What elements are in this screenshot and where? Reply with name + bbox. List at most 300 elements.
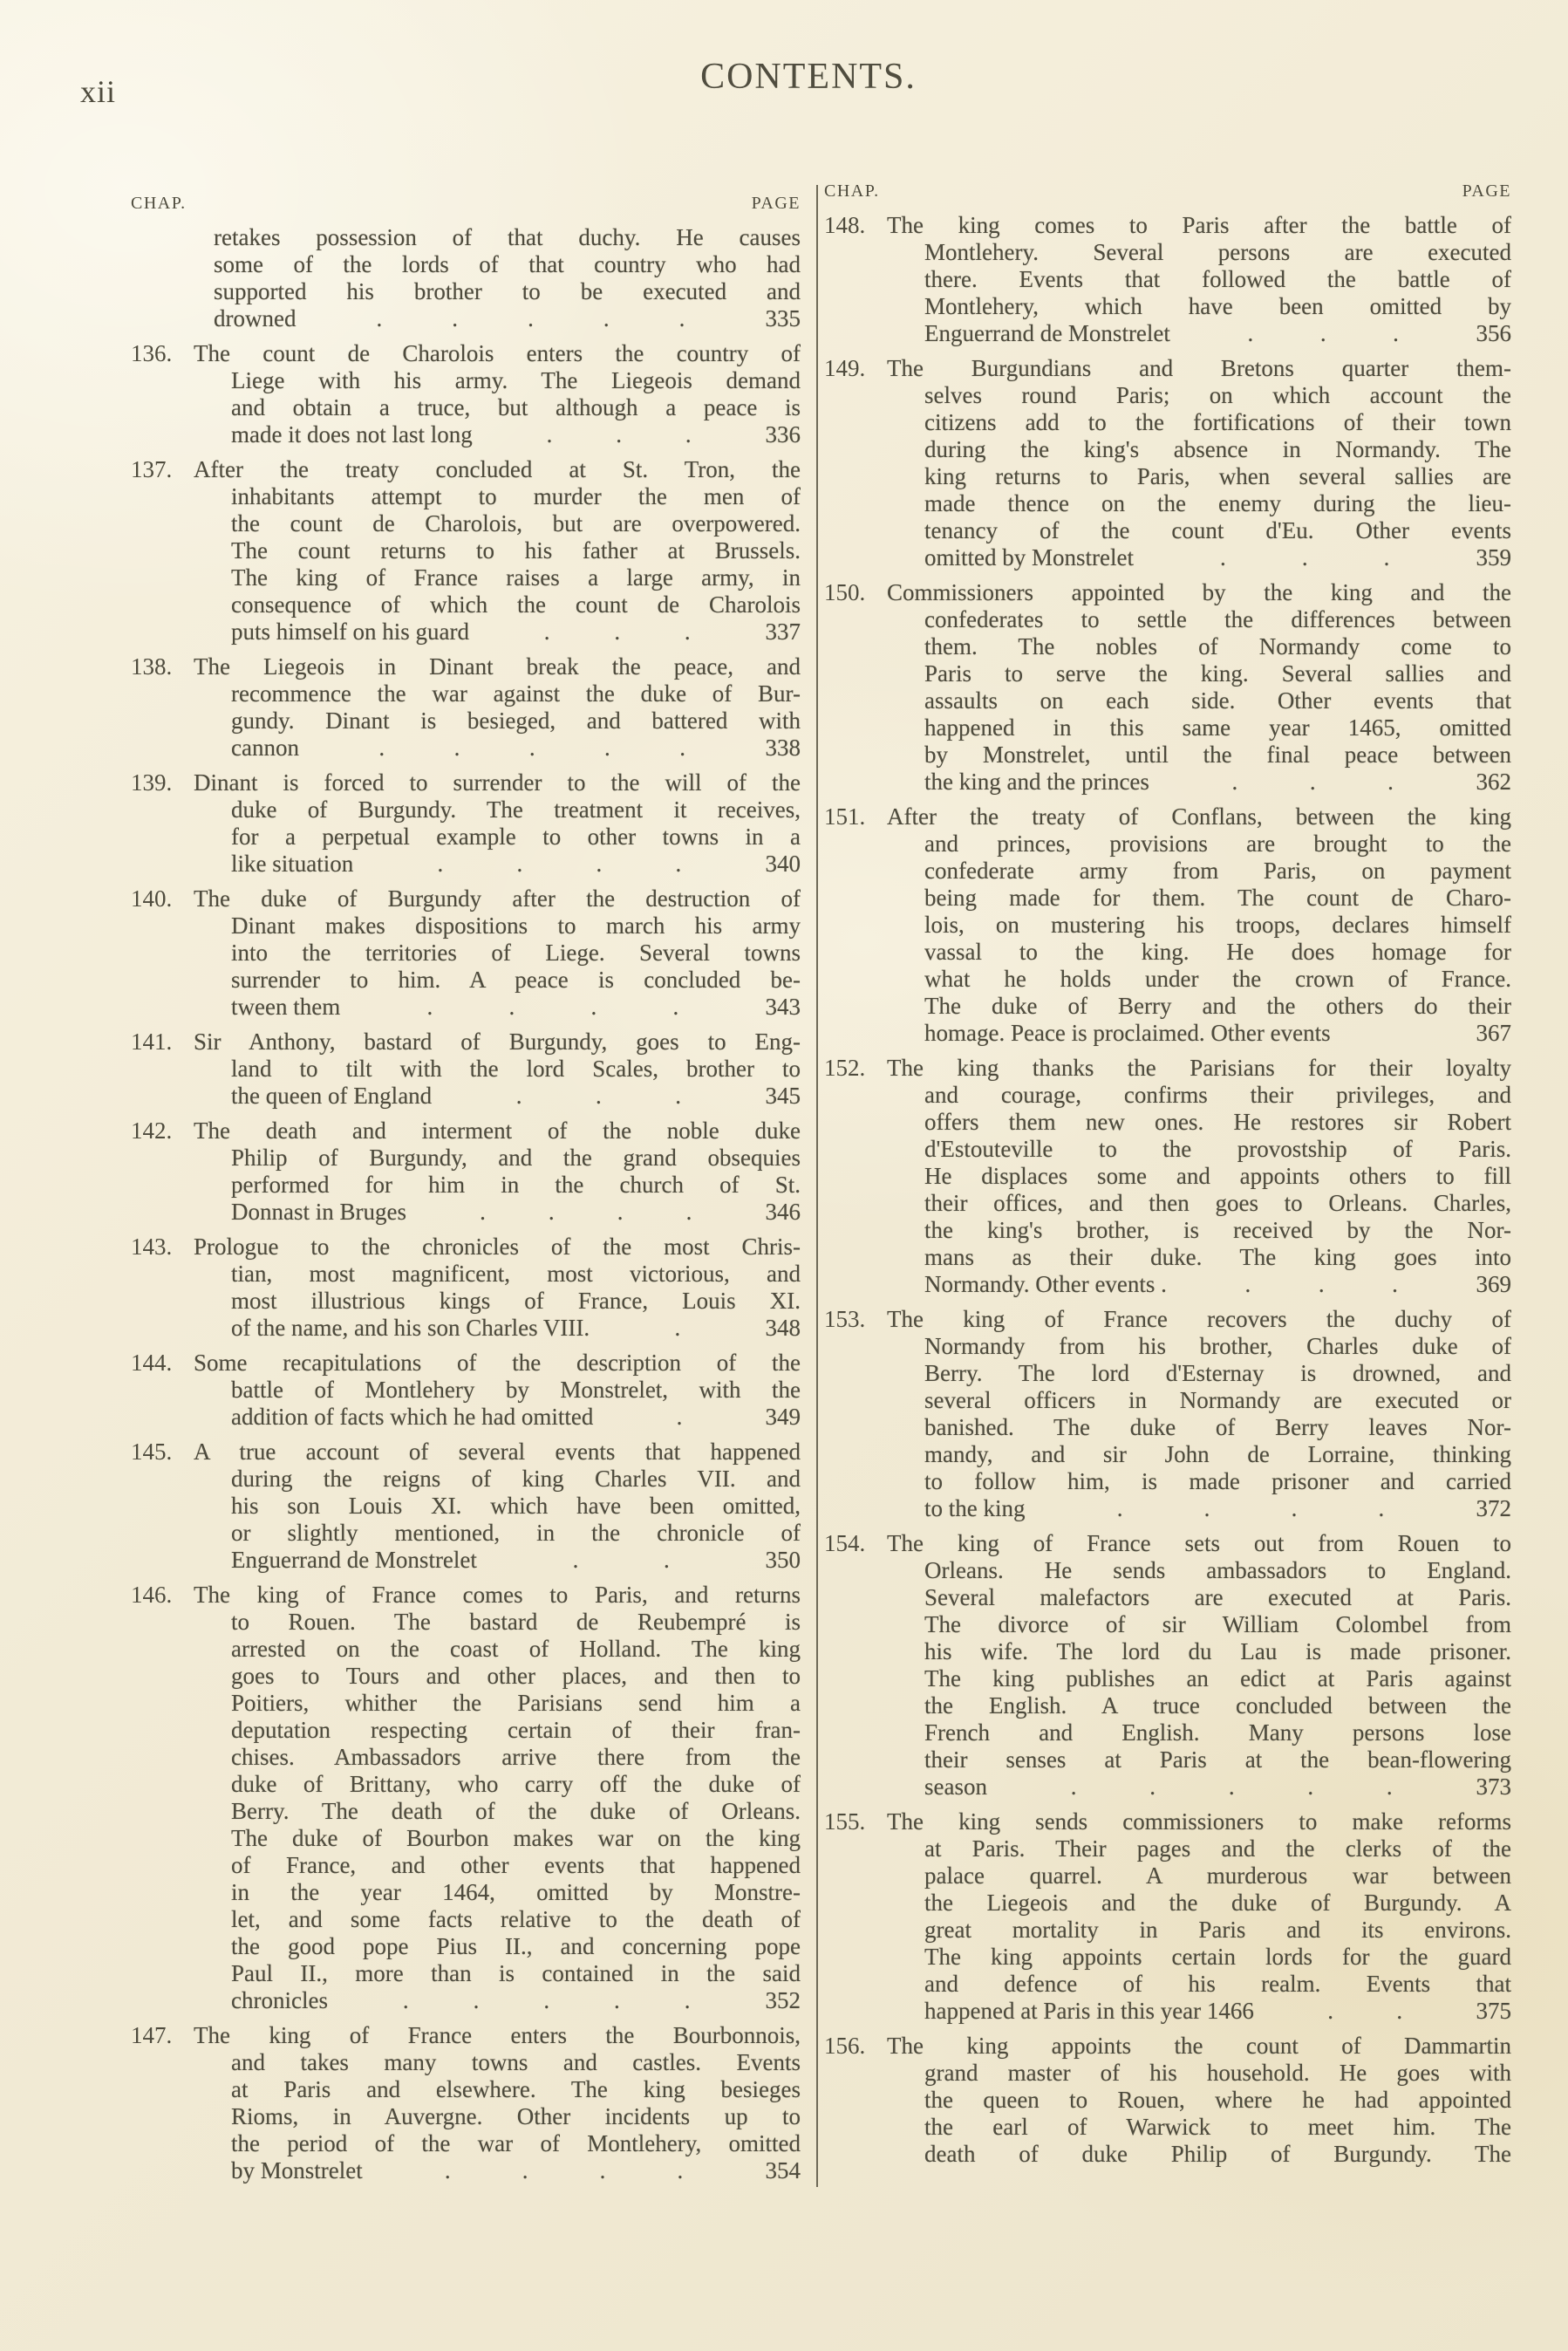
page-label: PAGE <box>1462 181 1511 201</box>
toc-line: during the reigns of king Charles VII. and <box>231 1466 801 1492</box>
toc-line-text: Normandy. Other events . <box>924 1271 1167 1297</box>
toc-line-text: the king and the princes <box>924 769 1149 795</box>
toc-line: citizens add to the fortifications of their town <box>924 409 1511 435</box>
page-number: 336 <box>765 421 801 448</box>
toc-line: Paris to serve the king. Several sallies and <box>924 660 1511 687</box>
leader-dots <box>353 851 765 878</box>
toc-line: consequence of which the count de Charolois <box>231 591 801 618</box>
page-title: CONTENTS. <box>700 57 917 97</box>
page-number: 352 <box>765 1987 801 2013</box>
chapter-number: 139. <box>131 769 173 796</box>
leader-dot: . <box>444 2157 451 2184</box>
toc-entry <box>131 653 801 762</box>
leader-dot: . <box>1301 544 1308 571</box>
toc-line: inhabitants attempt to murder the men of <box>231 483 801 509</box>
toc-line-text: made it does not last long <box>231 421 473 448</box>
chapter-number: 144. <box>131 1350 173 1376</box>
leader-dot: . <box>1149 1774 1156 1800</box>
toc-entry <box>824 212 1511 347</box>
chapter-number: 151. <box>824 803 866 830</box>
toc-line: The divorce of sir William Colombel from <box>924 1611 1511 1637</box>
leader-dot: . <box>1396 1998 1403 2024</box>
toc-line: gundy. Dinant is besieged, and battered with <box>231 707 801 734</box>
toc-line: French and English. Many persons lose <box>924 1719 1511 1746</box>
toc-line-text: homage. Peace is proclaimed. Other events <box>924 1020 1331 1046</box>
chap-label: CHAP. <box>131 194 187 213</box>
toc-line: Paul II., more than is contained in the said <box>231 1960 801 1986</box>
chapter-number: 147. <box>131 2022 173 2048</box>
leader-dot: . <box>677 2157 684 2184</box>
leader-dot: . <box>480 1199 486 1225</box>
toc-entry <box>131 1350 801 1431</box>
column-divider <box>816 185 818 2187</box>
toc-line: Commissioners appointed by the king and the <box>887 579 1511 605</box>
toc-line: The king appoints certain lords for the guard <box>924 1944 1511 1970</box>
toc-entry-last-line <box>231 619 801 646</box>
toc-line: of France, and other events that happened <box>231 1852 801 1878</box>
toc-line: some of the lords of that country who had <box>214 251 801 277</box>
leader-dot: . <box>1244 1271 1251 1297</box>
leader-dots <box>1170 320 1476 347</box>
toc-line: his son Louis XI. which have been omitted, <box>231 1493 801 1519</box>
leader-dots <box>987 1774 1476 1801</box>
toc-line: at Paris. Their pages and the clerks of the <box>924 1835 1511 1862</box>
entries-left <box>131 224 801 2184</box>
leader-dot: . <box>543 1987 550 2013</box>
chapter-number: 148. <box>824 212 866 238</box>
toc-entry-last-line <box>231 851 801 878</box>
leader-dot: . <box>1291 1495 1298 1521</box>
toc-line: A true account of several events that happened <box>194 1439 801 1465</box>
toc-line: vassal to the king. He does homage for <box>924 939 1511 965</box>
toc-line-text: season <box>924 1774 987 1800</box>
toc-line-text: the queen of England <box>231 1083 433 1109</box>
leader-dots <box>1026 1495 1476 1522</box>
toc-line-text: tween them <box>231 994 341 1020</box>
toc-line: Poitiers, whither the Parisians send him a <box>231 1690 801 1716</box>
toc-line-text: Donnast in Bruges <box>231 1199 406 1225</box>
leader-dot: . <box>1247 320 1254 346</box>
leader-dot: . <box>522 2157 528 2184</box>
leader-dot: . <box>603 305 610 331</box>
toc-line: them. The nobles of Normandy come to <box>924 633 1511 660</box>
toc-entry-last-line <box>924 1495 1511 1522</box>
toc-entry-last-line <box>231 2157 801 2184</box>
toc-line: happened in this same year 1465, omitted <box>924 714 1511 741</box>
chapter-number: 138. <box>131 653 173 680</box>
page-number: 350 <box>765 1547 801 1573</box>
page-number: 349 <box>765 1404 801 1430</box>
leader-dots <box>1167 1271 1476 1298</box>
leader-dot: . <box>402 1987 409 2013</box>
toc-line: After the treaty of Conflans, between the king <box>887 803 1511 830</box>
page-number: 375 <box>1476 1998 1511 2024</box>
toc-entry-last-line <box>231 1315 801 1342</box>
toc-line-text: to the king <box>924 1495 1026 1521</box>
toc-line: land to tilt with the lord Scales, brother to <box>231 1056 801 1082</box>
leader-dot: . <box>572 1547 579 1573</box>
leader-dot: . <box>616 421 622 448</box>
page-number: 367 <box>1476 1020 1511 1046</box>
leader-dot: . <box>426 994 433 1020</box>
toc-entry-last-line <box>231 994 801 1021</box>
toc-line: king returns to Paris, when several sallies are <box>924 463 1511 489</box>
toc-line: banished. The duke of Berry leaves Nor- <box>924 1414 1511 1440</box>
page-number: 359 <box>1476 544 1511 571</box>
toc-line: and defence of his realm. Events that <box>924 1971 1511 1997</box>
toc-entry-last-line <box>924 320 1511 347</box>
toc-entry <box>131 1439 801 1574</box>
toc-line: grand master of his household. He goes with <box>924 2060 1511 2086</box>
folio-label: xii <box>80 74 117 109</box>
toc-line: The king of France raises a large army, in <box>231 564 801 591</box>
toc-line: in the year 1464, omitted by Monstre- <box>231 1879 801 1905</box>
toc-line: The count returns to his father at Brussels. <box>231 537 801 564</box>
toc-line: confederates to settle the differences between <box>924 606 1511 632</box>
toc-line: battle of Montlehery by Monstrelet, with the <box>231 1377 801 1403</box>
toc-entry-last-line <box>231 421 801 448</box>
chapter-number: 136. <box>131 340 173 366</box>
toc-line: during the king's absence in Normandy. The <box>924 436 1511 462</box>
toc-line-text: addition of facts which he had omitted <box>231 1404 594 1430</box>
toc-line: Montlehery. Several persons are executed <box>924 239 1511 265</box>
chapter-number: 137. <box>131 456 173 482</box>
toc-line: surrender to him. A peace is concluded be- <box>231 967 801 993</box>
toc-line: Orleans. He sends ambassadors to England. <box>924 1557 1511 1583</box>
toc-line-text: happened at Paris in this year 1466 <box>924 1998 1254 2024</box>
chapter-number: 141. <box>131 1029 173 1055</box>
leader-dot: . <box>599 2157 606 2184</box>
toc-line-text: like situation <box>231 851 354 877</box>
toc-line: by Monstrelet, until the final peace between <box>924 742 1511 768</box>
leader-dot: . <box>685 421 692 448</box>
toc-line: duke of Brittany, who carry off the duke of <box>231 1771 801 1797</box>
page-number: 369 <box>1476 1271 1511 1297</box>
toc-line: lois, on mustering his troops, declares himself <box>924 912 1511 938</box>
toc-entry-last-line <box>924 544 1511 571</box>
leader-dot: . <box>604 735 610 761</box>
leader-dots <box>1254 1998 1476 2025</box>
toc-line: The king of France enters the Bourbonnois, <box>194 2022 801 2048</box>
toc-line-text: drowned <box>214 305 297 331</box>
toc-line: being made for them. The count de Charo- <box>924 885 1511 911</box>
leader-dot: . <box>595 1083 602 1109</box>
toc-line: retakes possession of that duchy. He causes <box>214 224 801 250</box>
toc-line: The king sends commissioners to make reforms <box>887 1808 1511 1835</box>
leader-dot: . <box>1116 1495 1123 1521</box>
toc-line: the Liegeois and the duke of Burgundy. A <box>924 1890 1511 1916</box>
toc-entry <box>131 2022 801 2184</box>
toc-line: The Liegeois in Dinant break the peace, and <box>194 653 801 680</box>
toc-line: Montlehery, which have been omitted by <box>924 293 1511 319</box>
toc-line: The count de Charolois enters the country of <box>194 340 801 366</box>
toc-line: tenancy of the count d'Eu. Other events <box>924 517 1511 543</box>
toc-line: and obtain a truce, but although a peace is <box>231 394 801 420</box>
toc-line: to follow him, is made prisoner and carried <box>924 1468 1511 1494</box>
leader-dot: . <box>543 619 550 645</box>
toc-line: confederate army from Paris, on payment <box>924 858 1511 884</box>
leader-dots <box>296 305 765 332</box>
toc-line: He displaces some and appoints others to fill <box>924 1163 1511 1189</box>
toc-line: Dinant makes dispositions to march his army <box>231 912 801 939</box>
leader-dot: . <box>548 1199 555 1225</box>
leader-dots <box>590 1315 765 1342</box>
leader-dots <box>477 1547 766 1574</box>
toc-entry <box>824 1055 1511 1298</box>
leader-dot: . <box>684 619 691 645</box>
chapter-number: 145. <box>131 1439 173 1465</box>
toc-line: goes to Tours and other places, and then to <box>231 1663 801 1689</box>
toc-entry <box>824 1808 1511 2025</box>
toc-entry <box>131 1029 801 1110</box>
toc-line: the king's brother, is received by the Nor- <box>924 1217 1511 1243</box>
chapter-number: 150. <box>824 579 866 605</box>
toc-line-text: omitted by Monstrelet <box>924 544 1134 571</box>
page-number: 345 <box>765 1083 801 1109</box>
leader-dot: . <box>1231 769 1238 795</box>
page-number: 348 <box>765 1315 801 1341</box>
toc-line: the count de Charolois, but are overpowered. <box>231 510 801 536</box>
leader-dot: . <box>1386 1774 1393 1800</box>
toc-entry <box>131 456 801 646</box>
chapter-number: 152. <box>824 1055 866 1081</box>
leader-dot: . <box>378 735 385 761</box>
leader-dots <box>340 994 765 1021</box>
page-number: 335 <box>765 305 801 331</box>
leader-dot: . <box>1309 769 1316 795</box>
leader-dots <box>1149 769 1476 796</box>
toc-entry-last-line <box>924 1271 1511 1298</box>
leader-dots <box>593 1404 765 1431</box>
leader-dot: . <box>675 851 682 877</box>
toc-line: The king of France sets out from Rouen to <box>887 1530 1511 1556</box>
toc-line: and courage, confirms their privileges, and <box>924 1082 1511 1108</box>
toc-line: The duke of Bourbon makes war on the king <box>231 1825 801 1851</box>
toc-line: the period of the war of Montlehery, omitted <box>231 2130 801 2156</box>
toc-line: their offices, and then goes to Orleans. Charles, <box>924 1190 1511 1216</box>
toc-line: the good pope Pius II., and concerning pope <box>231 1933 801 1959</box>
toc-entry <box>824 803 1511 1047</box>
chap-label: CHAP. <box>824 181 880 201</box>
leader-dot: . <box>1307 1774 1314 1800</box>
toc-line: palace quarrel. A murderous war between <box>924 1862 1511 1889</box>
toc-line-text: of the name, and his son Charles VIII. <box>231 1315 590 1341</box>
chapter-number: 149. <box>824 355 866 381</box>
toc-line: The duke of Berry and the others do their <box>924 993 1511 1019</box>
chapter-number: 143. <box>131 1234 173 1260</box>
leader-dots <box>406 1199 766 1226</box>
leader-dot: . <box>617 1199 624 1225</box>
toc-line: Dinant is forced to surrender to the will of the <box>194 769 801 796</box>
leader-dot: . <box>516 851 523 877</box>
toc-line: The king of France comes to Paris, and returns <box>194 1582 801 1608</box>
toc-line: mandy, and sir John de Lorraine, thinking <box>924 1441 1511 1467</box>
toc-line: and takes many towns and castles. Events <box>231 2049 801 2075</box>
toc-line: several officers in Normandy are executed or <box>924 1387 1511 1413</box>
column-header <box>824 181 1511 202</box>
toc-entry <box>824 2033 1511 2168</box>
toc-entry-last-line <box>924 769 1511 796</box>
toc-line: performed for him in the church of St. <box>231 1172 801 1198</box>
page-number: 337 <box>765 619 801 645</box>
toc-entry-last-line <box>924 1020 1511 1047</box>
toc-line: what he holds under the crown of France. <box>924 966 1511 992</box>
leader-dot: . <box>664 1547 670 1573</box>
leader-dot: . <box>675 1083 681 1109</box>
leader-dot: . <box>674 1315 681 1341</box>
toc-entry <box>824 1306 1511 1522</box>
page-label: PAGE <box>751 194 801 213</box>
leader-dot: . <box>1203 1495 1210 1521</box>
toc-entry <box>131 769 801 878</box>
leader-dots <box>1134 544 1476 571</box>
leader-dot: . <box>614 1987 620 2013</box>
page-number: 343 <box>765 994 801 1020</box>
chapter-number: 155. <box>824 1808 866 1835</box>
leader-dot: . <box>672 994 679 1020</box>
leader-dot: . <box>546 421 553 448</box>
toc-line: The Burgundians and Bretons quarter them- <box>887 355 1511 381</box>
toc-line: the earl of Warwick to meet him. The <box>924 2114 1511 2140</box>
toc-line: The king publishes an edict at Paris against <box>924 1665 1511 1691</box>
page-number: 354 <box>765 2157 801 2184</box>
toc-entry-last-line <box>231 1199 801 1226</box>
toc-line: Berry. The lord d'Esternay is drowned, and <box>924 1360 1511 1386</box>
toc-line: recommence the war against the duke of Bur- <box>231 680 801 707</box>
toc-line: or slightly mentioned, in the chronicle of <box>231 1520 801 1546</box>
leader-dot: . <box>515 1083 522 1109</box>
page-number: 373 <box>1476 1774 1511 1800</box>
toc-line: into the territories of Liege. Several towns <box>231 940 801 966</box>
leader-dot: . <box>685 1199 692 1225</box>
toc-entry <box>131 1234 801 1342</box>
leader-dot: . <box>1070 1774 1077 1800</box>
toc-entry-last-line <box>231 1083 801 1110</box>
leader-dot: . <box>1392 1271 1398 1297</box>
toc-line: The king of France recovers the duchy of <box>887 1306 1511 1332</box>
toc-entry <box>131 224 801 332</box>
leader-dot: . <box>437 851 444 877</box>
leader-dot: . <box>590 994 597 1020</box>
page-number: 362 <box>1476 769 1511 795</box>
toc-line: offers them new ones. He restores sir Robert <box>924 1109 1511 1135</box>
leader-dot: . <box>1319 320 1326 346</box>
chapter-number: 146. <box>131 1582 173 1608</box>
toc-entry <box>131 340 801 448</box>
leader-dots <box>328 1987 766 2014</box>
leader-dot: . <box>596 851 603 877</box>
leader-dot: . <box>676 1404 683 1430</box>
toc-entry <box>824 579 1511 796</box>
toc-entry-last-line <box>924 1774 1511 1801</box>
toc-line-text: by Monstrelet <box>231 2157 363 2184</box>
toc-line-text: cannon <box>231 735 299 761</box>
toc-line-text: Enguerrand de Monstrelet <box>924 320 1170 346</box>
page-number: 372 <box>1476 1495 1511 1521</box>
leader-dot: . <box>1327 1998 1334 2024</box>
toc-line: at Paris and elsewhere. The king besieges <box>231 2076 801 2102</box>
page-number: 338 <box>765 735 801 761</box>
toc-entry-last-line <box>214 305 801 332</box>
toc-line: Berry. The death of the duke of Orleans. <box>231 1798 801 1824</box>
toc-entry-last-line <box>924 1998 1511 2025</box>
toc-entry <box>824 355 1511 571</box>
chapter-number: 140. <box>131 885 173 912</box>
toc-line: Several malefactors are executed at Paris. <box>924 1584 1511 1610</box>
toc-line: The king comes to Paris after the battle of <box>887 212 1511 238</box>
toc-line: After the treaty concluded at St. Tron, the <box>194 456 801 482</box>
toc-entry <box>131 885 801 1021</box>
toc-line: for a perpetual example to other towns in a <box>231 824 801 850</box>
toc-line: Rioms, in Auvergne. Other incidents up to <box>231 2103 801 2129</box>
column-header <box>131 194 801 214</box>
toc-entry-last-line <box>231 1987 801 2014</box>
leader-dot: . <box>1220 544 1226 571</box>
leader-dot: . <box>1228 1774 1235 1800</box>
chapter-number: 153. <box>824 1306 866 1332</box>
leader-dot: . <box>1393 320 1399 346</box>
leader-dot: . <box>508 994 515 1020</box>
leader-dot: . <box>1383 544 1390 571</box>
toc-entry <box>824 1530 1511 1801</box>
toc-line: supported his brother to be executed and <box>214 278 801 304</box>
toc-line: The death and interment of the noble duke <box>194 1117 801 1144</box>
toc-line: tian, most magnificent, most victorious, and <box>231 1261 801 1287</box>
toc-entry <box>131 1117 801 1226</box>
toc-line: Normandy from his brother, Charles duke of <box>924 1333 1511 1359</box>
toc-line: the queen to Rouen, where he had appointed <box>924 2087 1511 2113</box>
toc-line: chises. Ambassadors arrive there from the <box>231 1744 801 1770</box>
chapter-number: 142. <box>131 1117 173 1144</box>
toc-entry <box>131 1582 801 2014</box>
toc-line: The king thanks the Parisians for their loyalty <box>887 1055 1511 1081</box>
toc-line: great mortality in Paris and its environs. <box>924 1917 1511 1943</box>
leader-dots <box>432 1083 765 1110</box>
toc-line: let, and some facts relative to the death of <box>231 1906 801 1932</box>
leader-dot: . <box>1378 1495 1385 1521</box>
leader-dots <box>469 619 766 646</box>
toc-line: Sir Anthony, bastard of Burgundy, goes to Eng- <box>194 1029 801 1055</box>
page-number: 340 <box>765 851 801 877</box>
toc-line: most illustrious kings of France, Louis XI. <box>231 1288 801 1314</box>
entries-right <box>824 212 1511 2168</box>
toc-line: their senses at Paris at the bean-flowering <box>924 1746 1511 1773</box>
toc-entry-last-line <box>231 1547 801 1574</box>
leader-dots <box>299 735 766 762</box>
leader-dot: . <box>453 735 460 761</box>
leader-dot: . <box>684 1987 691 2013</box>
leader-dot: . <box>679 735 685 761</box>
toc-line: duke of Burgundy. The treatment it receives, <box>231 796 801 823</box>
toc-line: the English. A truce concluded between the <box>924 1692 1511 1719</box>
toc-line: there. Events that followed the battle of <box>924 266 1511 292</box>
leader-dot: . <box>528 305 534 331</box>
leader-dot: . <box>528 735 535 761</box>
toc-line: arrested on the coast of Holland. The king <box>231 1636 801 1662</box>
toc-line-text: puts himself on his guard <box>231 619 469 645</box>
leader-dots <box>363 2157 766 2184</box>
toc-line: Prologue to the chronicles of the most Chris- <box>194 1234 801 1260</box>
chapter-number: 156. <box>824 2033 866 2059</box>
leader-dot: . <box>452 305 459 331</box>
toc-line: assaults on each side. Other events that <box>924 687 1511 714</box>
toc-line: Liege with his army. The Liegeois demand <box>231 367 801 393</box>
toc-line: and princes, provisions are brought to the <box>924 830 1511 857</box>
leader-dot: . <box>376 305 383 331</box>
toc-column-left <box>131 194 801 2192</box>
toc-line: Philip of Burgundy, and the grand obsequies <box>231 1145 801 1171</box>
toc-line: Some recapitulations of the description of the <box>194 1350 801 1376</box>
